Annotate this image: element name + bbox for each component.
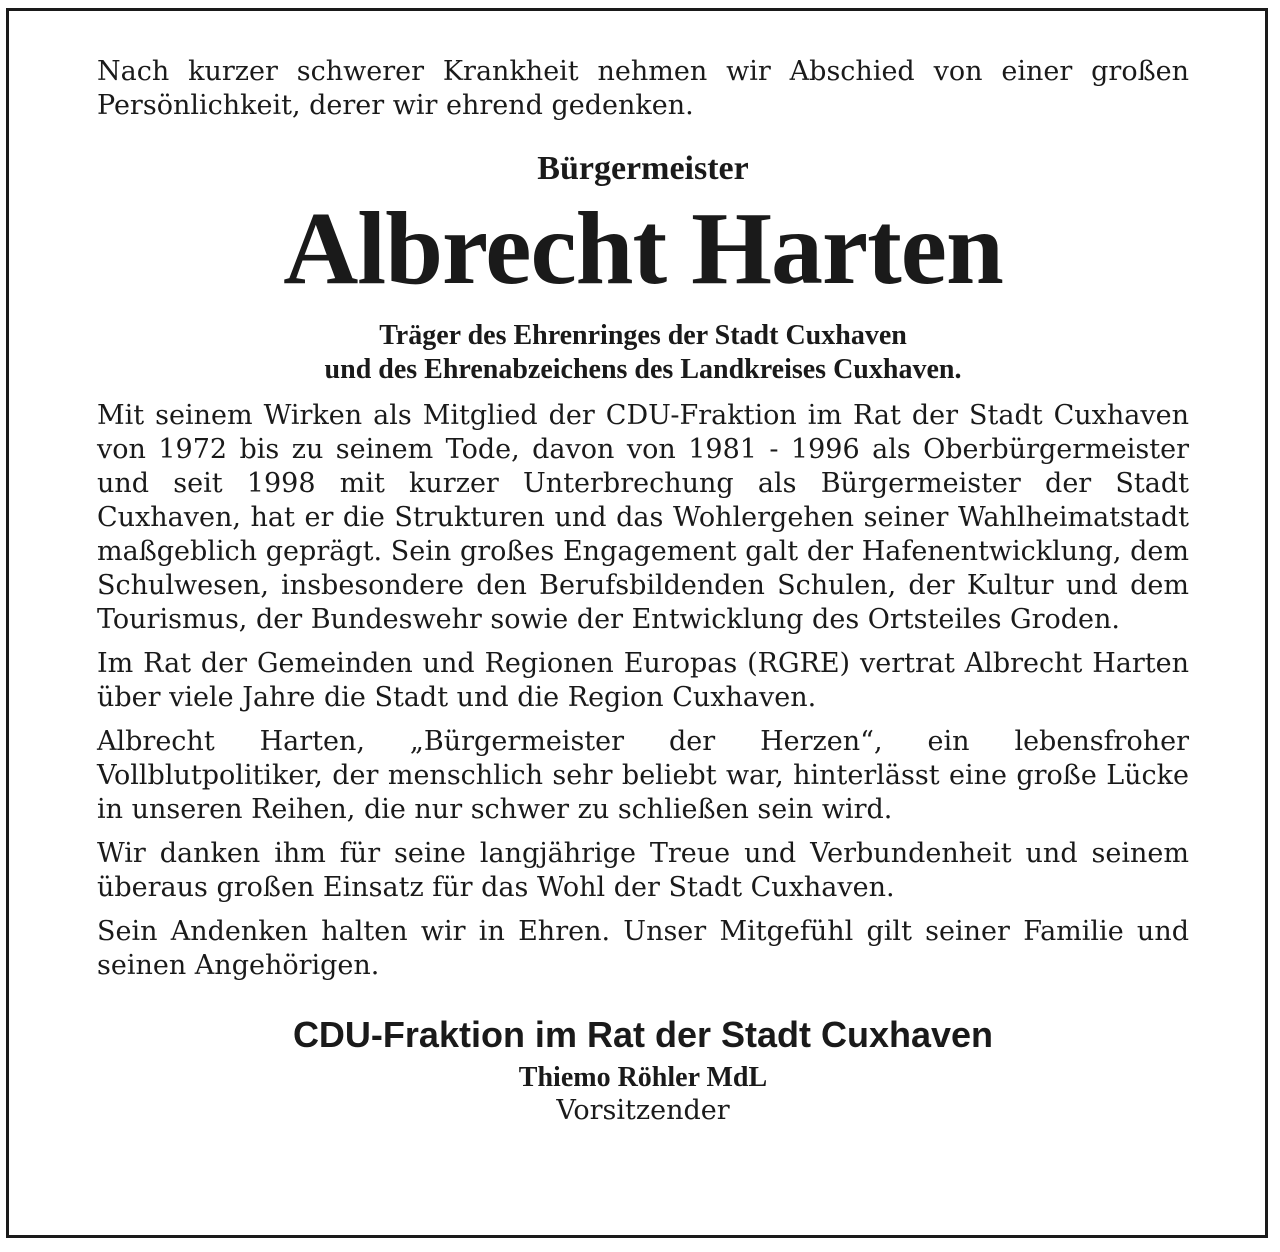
person-name: Albrecht Harten [283, 191, 1003, 306]
intro-text: Nach kurzer schwerer Krankheit nehmen wir Abschied von einer großen Persönlichkeit, derer wir ehrend gedenken. [97, 56, 1189, 121]
signer-name: Thiemo Röhler MdL [518, 1062, 768, 1093]
honors-block [97, 319, 1189, 387]
honor-line: und des Ehrenabzeichens des Landkreises Cuxhaven. [324, 354, 962, 385]
organization-name: CDU-Fraktion im Rat der Stadt Cuxhaven [292, 1014, 994, 1055]
body-paragraph: Wir danken ihm für seine langjährige Treue und Verbundenheit und seinem überaus großen Einsatz für das Wohl der Stadt Cuxhaven. [97, 838, 1189, 903]
obituary-notice [6, 8, 1268, 1238]
honor-line: Träger des Ehrenringes der Stadt Cuxhaven [379, 320, 907, 351]
notice-content [97, 55, 1189, 1127]
body-paragraph: Mit seinem Wirken als Mitglied der CDU-Fraktion im Rat der Stadt Cuxhaven von 1972 bis zu seinem Tode, davon von 1981 - 1996 als Oberbürgermeister und seit 1998 mit kurzer Unterbrechung als Bürgermeister der Stadt Cuxhaven, hat er die Strukturen und das Wohlergehen seiner Wahlheimatstadt maßgeblich geprägt. Sein großes Engagement galt der Hafenentwicklung, dem Schulwesen, insbesondere den Berufsbildenden Schulen, der Kultur und dem Tourismus, der Bundeswehr sowie der Entwicklung des Ortsteiles Groden. [97, 400, 1189, 635]
body-paragraph: Sein Andenken halten wir in Ehren. Unser Mitgefühl gilt seiner Familie und seinen Angehörigen. [97, 916, 1189, 981]
person-title: Bürgermeister [537, 150, 749, 187]
body-paragraph: Im Rat der Gemeinden und Regionen Europas (RGRE) vertrat Albrecht Harten über viele Jahre die Stadt und die Region Cuxhaven. [97, 648, 1189, 713]
body-paragraph: Albrecht Harten, „Bürgermeister der Herzen“, ein lebensfroher Vollblutpolitiker, der menschlich sehr beliebt war, hinterlässt eine große Lücke in unseren Reihen, die nur schwer zu schließen sein wird. [97, 726, 1189, 825]
signer-role: Vorsitzender [556, 1095, 730, 1126]
